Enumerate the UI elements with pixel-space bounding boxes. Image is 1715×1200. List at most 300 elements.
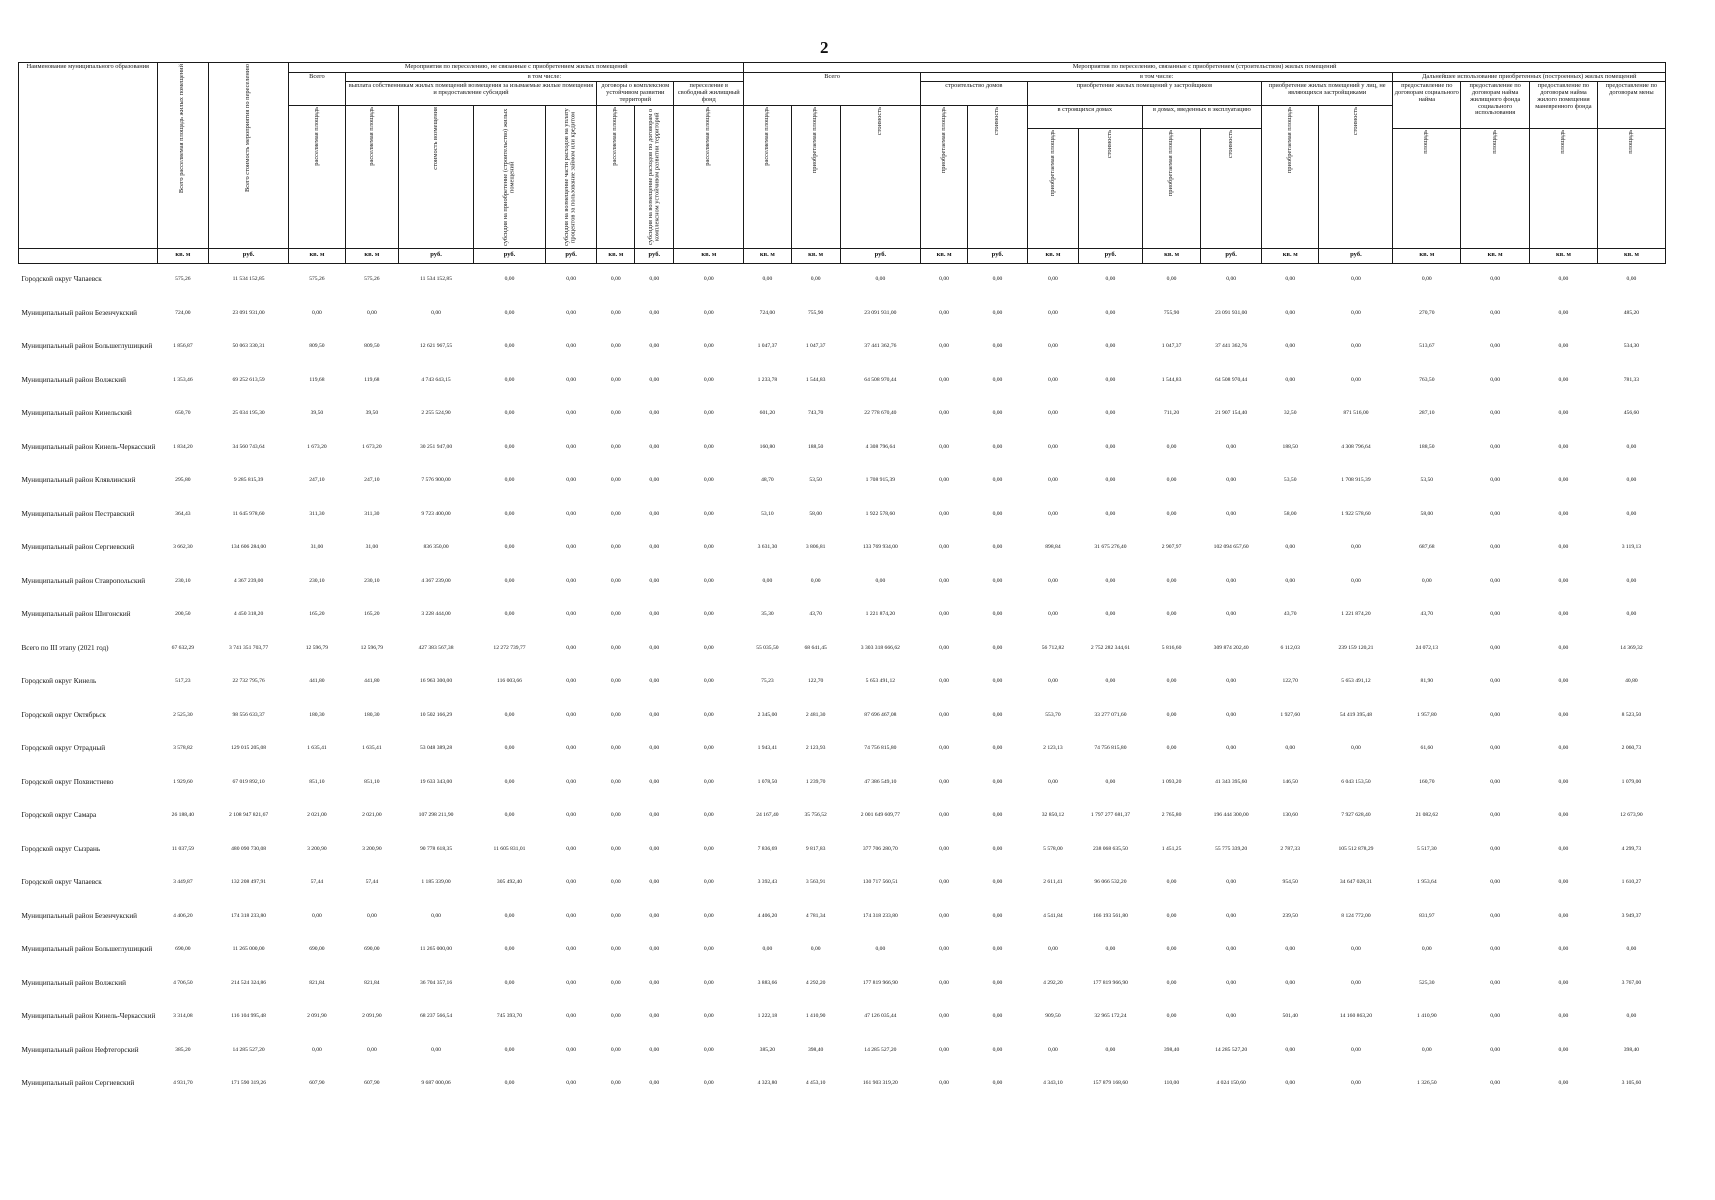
value-cell: 0,00	[1558, 946, 1569, 953]
value-cell: 0,00	[703, 711, 714, 718]
value-cell: 821,84	[309, 979, 325, 986]
value-cell: 0,00	[992, 410, 1003, 417]
municipality-name: Городской округ Похвистнево	[21, 777, 114, 786]
municipality-name: Муниципальный район Сергиевский	[21, 543, 135, 552]
value-cell: 0,00	[1558, 644, 1569, 651]
value-cell: 0,00	[1351, 1080, 1361, 1087]
value-cell: 22 778 670,40	[864, 410, 897, 417]
value-cell: 230,10	[309, 577, 325, 584]
value-cell: 0,00	[610, 812, 621, 819]
value-cell: 0,00	[1490, 845, 1501, 852]
value-cell: 0,00	[1558, 611, 1569, 618]
value-cell: 0,00	[1490, 678, 1501, 685]
value-cell: 102 094 657,60	[1213, 544, 1249, 551]
value-cell: 132 208 497,91	[231, 879, 267, 886]
in-building-header: в строящихся домах	[1027, 105, 1142, 128]
table-row	[19, 967, 1666, 1001]
value-cell: 0,00	[1105, 276, 1116, 283]
value-cell: 0,00	[1226, 1013, 1237, 1020]
value-cell: 0,00	[1285, 276, 1296, 283]
municipality-name: Городской округ Самара	[21, 811, 97, 820]
units-row	[19, 248, 1666, 263]
municipality-name: Муниципальный район Большеглушицкий	[21, 945, 153, 954]
value-cell: 1 673,20	[307, 443, 327, 450]
value-cell: 781,33	[1623, 376, 1640, 383]
value-cell: 4 541,84	[1043, 912, 1063, 919]
value-cell: 12 596,79	[305, 644, 329, 651]
value-cell: 0,00	[992, 946, 1003, 953]
unit-cell: руб.	[1319, 248, 1393, 263]
value-cell: 43,70	[809, 611, 822, 618]
value-cell: 0,00	[1421, 276, 1432, 283]
value-cell: 309 874 202,40	[1213, 644, 1249, 651]
value-cell: 377 706 280,70	[862, 845, 898, 852]
value-cell: 0,00	[649, 577, 660, 584]
value-cell: 0,00	[1490, 544, 1501, 551]
value-cell: 501,40	[1282, 1013, 1298, 1020]
municipality-name: Муниципальный район Кинель-Черкасский	[21, 1012, 156, 1021]
value-cell: 0,00	[1166, 1013, 1177, 1020]
value-cell: 0,00	[1351, 745, 1361, 752]
value-cell: 0,00	[649, 979, 660, 986]
value-cell: 1 047,37	[757, 343, 778, 350]
value-cell: 0,00	[992, 1046, 1003, 1053]
value-cell: 385,20	[759, 1046, 776, 1053]
value-cell: 2 345,00	[757, 711, 778, 718]
value-cell: 1 047,37	[1161, 343, 1182, 350]
value-cell: 116 003,66	[497, 678, 522, 685]
value-cell: 90 778 618,35	[419, 845, 453, 852]
value-cell: 745 393,70	[496, 1013, 523, 1020]
value-cell: 0,00	[939, 711, 949, 718]
value-cell: 0,00	[504, 1046, 515, 1053]
value-cell: 0,00	[992, 711, 1003, 718]
value-cell: 7 836,69	[757, 845, 778, 852]
value-cell: 0,00	[1351, 1046, 1361, 1053]
value-cell: 0,00	[1048, 778, 1058, 785]
value-cell: 0,00	[566, 745, 577, 752]
municipality-name: Городской округ Октябрьск	[21, 710, 106, 719]
value-cell: 909,50	[1045, 1013, 1061, 1020]
value-cell: 134 606 284,00	[231, 544, 267, 551]
value-cell: 53,50	[1420, 477, 1434, 484]
value-cell: 0,00	[992, 845, 1003, 852]
table-row	[19, 599, 1666, 633]
table-row	[19, 800, 1666, 834]
value-cell: 0,00	[703, 678, 714, 685]
value-cell: 0,00	[1105, 577, 1116, 584]
value-cell: 0,00	[1558, 812, 1569, 819]
value-cell: 0,00	[992, 912, 1003, 919]
value-cell: 0,00	[1558, 376, 1569, 383]
value-cell: 0,00	[649, 644, 660, 651]
value-cell: 0,00	[504, 276, 515, 283]
value-cell: 0,00	[566, 879, 577, 886]
municipality-name: Муниципальный район Волжский	[21, 375, 126, 384]
value-cell: 3 631,30	[757, 544, 778, 551]
value-cell: 1 093,20	[1161, 778, 1182, 785]
value-cell: 0,00	[1166, 577, 1177, 584]
further-use-header: Дальнейшее использование приобретенных (построенных) жилых помещений	[1393, 72, 1666, 82]
value-cell: 724,00	[175, 309, 191, 316]
value-cell: 68 641,45	[804, 644, 827, 651]
value-cell: 0,00	[703, 477, 714, 484]
value-cell: 485,20	[1623, 309, 1640, 316]
value-cell: 0,00	[1166, 946, 1177, 953]
value-cell: 0,00	[366, 912, 377, 919]
value-cell: 0,00	[610, 577, 621, 584]
value-cell: 0,00	[875, 276, 886, 283]
value-cell: 57,44	[310, 879, 324, 886]
value-cell: 81,90	[1420, 678, 1434, 685]
value-cell: 851,10	[309, 778, 325, 785]
value-cell: 0,00	[939, 443, 949, 450]
value-cell: 0,00	[939, 410, 949, 417]
value-cell: 0,00	[703, 611, 714, 618]
value-cell: 0,00	[1490, 1080, 1501, 1087]
value-cell: 74 756 815,80	[1094, 745, 1127, 752]
value-cell: 7 927 628,40	[1341, 812, 1371, 819]
ic-area-header: приобретаемая площадь	[1167, 129, 1175, 197]
table-row	[19, 666, 1666, 700]
value-cell: 0,00	[939, 577, 949, 584]
value-cell: 6 043 153,50	[1341, 778, 1371, 785]
value-cell: 0,00	[939, 611, 949, 618]
table-row	[19, 263, 1666, 297]
value-cell: 311,30	[364, 510, 380, 517]
value-cell: 0,00	[610, 845, 621, 852]
value-cell: 0,00	[1285, 1046, 1296, 1053]
value-cell: 0,00	[1048, 611, 1058, 618]
value-cell: 0,00	[939, 1013, 949, 1020]
value-cell: 0,00	[1226, 678, 1237, 685]
value-cell: 43,70	[1283, 611, 1297, 618]
unit-cell: руб.	[545, 248, 596, 263]
value-cell: 517,23	[175, 678, 191, 685]
value-cell: 607,90	[309, 1080, 325, 1087]
value-cell: 23 091 931,00	[1215, 309, 1248, 316]
value-cell: 0,00	[566, 845, 577, 852]
value-cell: 0,00	[1048, 343, 1058, 350]
value-cell: 0,00	[610, 1080, 621, 1087]
value-cell: 5 517,30	[1417, 845, 1437, 852]
value-cell: 0,00	[566, 611, 577, 618]
value-cell: 74 756 815,80	[864, 745, 897, 752]
value-cell: 133 769 934,00	[862, 544, 898, 551]
value-cell: 1 957,80	[1417, 711, 1437, 718]
value-cell: 4 406,20	[757, 912, 778, 919]
unit-cell: кв. м	[744, 248, 791, 263]
social-area-header: площадь	[1422, 129, 1430, 154]
value-cell: 0,00	[703, 979, 714, 986]
value-cell: 0,00	[504, 577, 515, 584]
value-cell: 0,00	[649, 879, 660, 886]
value-cell: 0,00	[610, 410, 621, 417]
municipality-name: Муниципальный район Безенчукский	[21, 308, 138, 317]
value-cell: 32,50	[1283, 410, 1297, 417]
value-cell: 0,00	[1626, 477, 1637, 484]
pay-area-header: расселяемая площадь	[367, 106, 375, 166]
total-area-header: Всего расселяемая площадь жилых помещений	[178, 64, 186, 194]
value-cell: 0,00	[810, 276, 821, 283]
value-cell: 0,00	[566, 1080, 577, 1087]
value-cell: 53 048 389,28	[419, 745, 453, 752]
value-cell: 53,10	[761, 510, 774, 517]
value-cell: 0,00	[610, 711, 621, 718]
not-developers-header: приобретение жилых помещений у лиц, не являющихся застройщиками	[1261, 82, 1392, 105]
table-body	[19, 263, 1666, 1101]
value-cell: 3 741 351 703,77	[229, 644, 269, 651]
value-cell: 0,00	[1285, 544, 1296, 551]
value-cell: 11 605 831,01	[493, 845, 526, 852]
value-cell: 25 034 195,30	[232, 410, 265, 417]
group-b-in-that-header: в том числе:	[920, 72, 1393, 82]
value-cell: 0,00	[1558, 845, 1569, 852]
value-cell: 12 673,90	[1620, 812, 1643, 819]
maneuver-header: предоставление по договорам найма жилого помещения маневренного фонда	[1530, 82, 1598, 128]
value-cell: 0,00	[610, 1046, 621, 1053]
value-cell: 1 410,90	[1417, 1013, 1437, 1020]
value-cell: 0,00	[1105, 611, 1116, 618]
value-cell: 1 943,41	[757, 745, 778, 752]
value-cell: 110,00	[1163, 1080, 1180, 1087]
municipality-name: Всего по III этапу (2021 год)	[21, 643, 109, 652]
value-cell: 174 318 233,80	[231, 912, 267, 919]
value-cell: 0,00	[504, 1080, 515, 1087]
value-cell: 0,00	[1226, 477, 1237, 484]
value-cell: 0,00	[1490, 309, 1501, 316]
value-cell: 1 239,70	[805, 778, 826, 785]
value-cell: 48,70	[761, 477, 774, 484]
value-cell: 0,00	[1490, 343, 1501, 350]
value-cell: 1 544,83	[805, 376, 826, 383]
total-cost-header: Всего стоимость мероприятия по переселению	[244, 64, 252, 193]
value-cell: 9 687 000,06	[421, 1080, 451, 1087]
unit-cell: руб.	[209, 248, 289, 263]
value-cell: 24 072,13	[1415, 644, 1438, 651]
value-cell: 5 653 491,12	[865, 678, 896, 685]
value-cell: 0,00	[1226, 510, 1237, 517]
value-cell: 4 706,50	[173, 979, 193, 986]
value-cell: 166 193 561,80	[1092, 912, 1128, 919]
value-cell: 0,00	[810, 946, 821, 953]
value-cell: 2 255 524,90	[421, 410, 451, 417]
value-cell: 0,00	[875, 577, 886, 584]
value-cell: 2 525,30	[173, 711, 193, 718]
value-cell: 9 817,83	[805, 845, 826, 852]
value-cell: 0,00	[703, 510, 714, 517]
value-cell: 0,00	[992, 443, 1003, 450]
value-cell: 0,00	[649, 276, 660, 283]
value-cell: 0,00	[992, 879, 1003, 886]
total-row	[19, 632, 1666, 666]
value-cell: 36 704 357,16	[419, 979, 453, 986]
value-cell: 0,00	[703, 376, 714, 383]
value-cell: 831,97	[1419, 912, 1435, 919]
value-cell: 0,00	[1626, 577, 1637, 584]
value-cell: 0,00	[703, 577, 714, 584]
value-cell: 0,00	[1048, 510, 1058, 517]
value-cell: 146,50	[1282, 778, 1298, 785]
value-cell: 177 819 966,90	[1092, 979, 1128, 986]
value-cell: 0,00	[703, 1080, 714, 1087]
group-a-header: Мероприятия по переселению, не связанные с приобретением жилых помещений	[289, 63, 744, 73]
unit-cell: руб.	[635, 248, 674, 263]
in-commissioned-header: в домах, введенных в эксплуатацию	[1142, 105, 1261, 128]
value-cell: 0,00	[939, 1080, 949, 1087]
value-cell: 0,00	[566, 510, 577, 517]
unit-cell: кв. м	[1597, 248, 1665, 263]
value-cell: 0,00	[1558, 577, 1569, 584]
value-cell: 11 645 978,60	[232, 510, 265, 517]
value-cell: 0,00	[939, 812, 949, 819]
unit-cell: кв. м	[345, 248, 398, 263]
value-cell: 3 314,08	[173, 1013, 193, 1020]
value-cell: 0,00	[703, 946, 714, 953]
value-cell: 0,00	[939, 544, 949, 551]
unit-cell: руб.	[1079, 248, 1143, 263]
value-cell: 0,00	[649, 443, 660, 450]
value-cell: 68 237 566,54	[419, 1013, 453, 1020]
value-cell: 0,00	[1490, 644, 1501, 651]
value-cell: 1 410,90	[805, 1013, 826, 1020]
municipality-name: Муниципальный район Клявлинский	[21, 476, 136, 485]
value-cell: 0,00	[610, 778, 621, 785]
value-cell: 0,00	[992, 544, 1003, 551]
value-cell: 43,70	[1420, 611, 1434, 618]
value-cell: 0,00	[939, 309, 949, 316]
value-cell: 53,50	[809, 477, 822, 484]
value-cell: 8 523,50	[1621, 711, 1642, 718]
unit-cell: руб.	[1201, 248, 1262, 263]
value-cell: 0,00	[703, 879, 714, 886]
value-cell: 3 449,87	[173, 879, 193, 886]
value-cell: 0,00	[762, 577, 773, 584]
social-header: предоставление по договорам социального найма	[1393, 82, 1461, 128]
value-cell: 0,00	[1105, 778, 1116, 785]
value-cell: 0,00	[1421, 1046, 1432, 1053]
value-cell: 0,00	[992, 778, 1003, 785]
value-cell: 0,00	[1285, 979, 1296, 986]
value-cell: 0,00	[939, 276, 949, 283]
value-cell: 0,00	[431, 309, 441, 316]
value-cell: 0,00	[1048, 946, 1058, 953]
value-cell: 0,00	[1226, 577, 1237, 584]
value-cell: 525,30	[1419, 979, 1435, 986]
a-total-area-header: расселяемая площадь	[312, 106, 320, 166]
municipality-name: Муниципальный район Кинель-Черкасский	[21, 442, 156, 451]
value-cell: 0,00	[703, 1013, 714, 1020]
value-cell: 1 326,50	[1417, 1080, 1437, 1087]
value-cell: 0,00	[1558, 276, 1569, 283]
value-cell: 2 752 282 344,61	[1090, 644, 1131, 651]
value-cell: 3 228 444,00	[421, 611, 451, 618]
value-cell: 0,00	[1048, 376, 1058, 383]
value-cell: 575,26	[364, 276, 380, 283]
value-cell: 0,00	[939, 845, 949, 852]
value-cell: 305 492,40	[496, 879, 523, 886]
value-cell: 3 662,30	[173, 544, 193, 551]
table-row	[19, 565, 1666, 599]
municipality-name: Муниципальный район Шигонский	[21, 610, 131, 619]
value-cell: 0,00	[992, 1080, 1003, 1087]
value-cell: 0,00	[504, 309, 515, 316]
value-cell: 130 717 560,51	[862, 879, 898, 886]
value-cell: 247,10	[364, 477, 380, 484]
value-cell: 0,00	[1626, 946, 1637, 953]
value-cell: 171 590 319,26	[231, 1080, 267, 1087]
value-cell: 0,00	[992, 577, 1003, 584]
value-cell: 14 285 527,20	[1215, 1046, 1248, 1053]
value-cell: 0,00	[1558, 510, 1569, 517]
value-cell: 1 953,64	[1417, 879, 1437, 886]
value-cell: 31,00	[365, 544, 379, 551]
value-cell: 0,00	[703, 544, 714, 551]
unit-cell: кв. м	[597, 248, 635, 263]
value-cell: 0,00	[1558, 343, 1569, 350]
value-cell: 0,00	[566, 678, 577, 685]
value-cell: 0,00	[1285, 1080, 1296, 1087]
value-cell: 0,00	[566, 410, 577, 417]
value-cell: 0,00	[939, 678, 949, 685]
value-cell: 61,60	[1420, 745, 1434, 752]
free-fund-area-header: расселяемая площадь	[704, 106, 712, 166]
value-cell: 69 252 613,59	[232, 376, 265, 383]
value-cell: 821,84	[364, 979, 380, 986]
value-cell: 0,00	[1105, 678, 1116, 685]
value-cell: 0,00	[366, 309, 377, 316]
value-cell: 0,00	[566, 644, 577, 651]
value-cell: 0,00	[1490, 1046, 1501, 1053]
value-cell: 0,00	[1558, 477, 1569, 484]
value-cell: 0,00	[610, 979, 621, 986]
value-cell: 0,00	[1490, 276, 1501, 283]
value-cell: 0,00	[504, 912, 515, 919]
value-cell: 0,00	[1558, 1080, 1569, 1087]
value-cell: 836 350,00	[423, 544, 449, 551]
value-cell: 55 775 339,20	[1215, 845, 1248, 852]
value-cell: 4 343,10	[1043, 1080, 1063, 1087]
value-cell: 0,00	[566, 577, 577, 584]
value-cell: 690,00	[175, 946, 191, 953]
value-cell: 724,00	[759, 309, 776, 316]
value-cell: 0,00	[1048, 309, 1058, 316]
value-cell: 0,00	[939, 778, 949, 785]
table-row	[19, 766, 1666, 800]
value-cell: 0,00	[1285, 376, 1296, 383]
value-cell: 0,00	[1490, 745, 1501, 752]
value-cell: 0,00	[1626, 276, 1637, 283]
value-cell: 57,44	[365, 879, 379, 886]
value-cell: 0,00	[1105, 443, 1116, 450]
value-cell: 0,00	[649, 778, 660, 785]
value-cell: 129 015 205,08	[231, 745, 267, 752]
value-cell: 0,00	[1226, 745, 1237, 752]
value-cell: 607,90	[364, 1080, 380, 1087]
value-cell: 1 927,60	[1280, 711, 1300, 718]
value-cell: 0,00	[1285, 946, 1296, 953]
value-cell: 230,10	[364, 577, 380, 584]
value-cell: 26 188,40	[171, 812, 195, 819]
value-cell: 14 285 527,20	[232, 1046, 265, 1053]
unit-cell: кв. м	[791, 248, 840, 263]
value-cell: 0,00	[1166, 711, 1177, 718]
value-cell: 755,90	[1163, 309, 1180, 316]
value-cell: 174 318 233,80	[862, 912, 898, 919]
municipality-name: Муниципальный район Ставропольский	[21, 576, 146, 585]
value-cell: 0,00	[610, 678, 621, 685]
value-cell: 0,00	[366, 1046, 377, 1053]
